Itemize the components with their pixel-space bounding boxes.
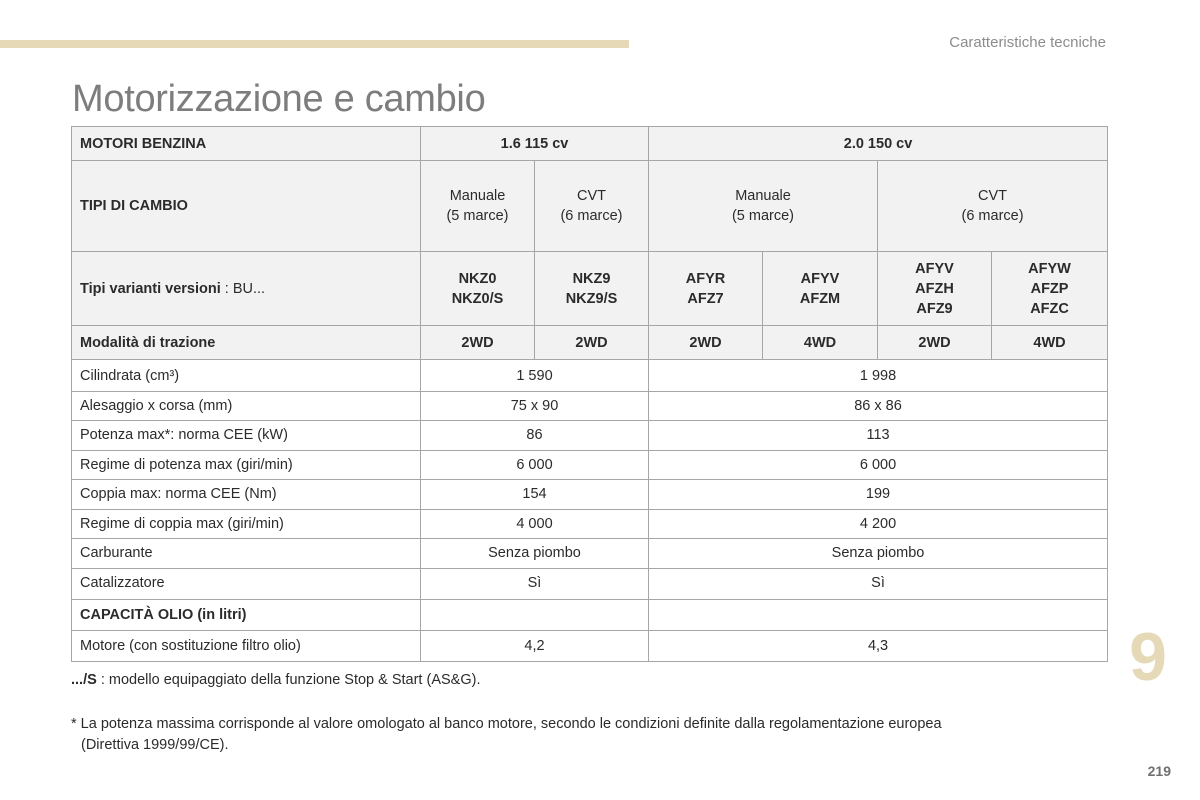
row-label: Regime di coppia max (giri/min)	[72, 509, 421, 539]
table-row	[72, 450, 1108, 480]
traction-cell: 4WD	[763, 326, 878, 360]
table-row	[72, 391, 1108, 421]
value-1-6: 154	[421, 480, 649, 510]
variant-cell: NKZ0 NKZ0/S	[421, 252, 535, 326]
value-2-0: Senza piombo	[649, 539, 1108, 569]
row-label: Catalizzatore	[72, 568, 421, 600]
value-1-6: Sì	[421, 568, 649, 600]
page-title: Motorizzazione e cambio	[72, 78, 486, 120]
row-label: Regime di potenza max (giri/min)	[72, 450, 421, 480]
table-row	[72, 631, 1108, 662]
row-label: Cilindrata (cm³)	[72, 360, 421, 392]
table-row	[72, 509, 1108, 539]
variants-row	[72, 252, 1108, 326]
variant-cell: AFYV AFZH AFZ9	[878, 252, 992, 326]
value-2-0: 1 998	[649, 360, 1108, 392]
variant-cell: NKZ9 NKZ9/S	[535, 252, 649, 326]
value-1-6: 86	[421, 421, 649, 451]
chapter-number: 9	[1129, 619, 1167, 695]
engine-1-6: 1.6 115 cv	[421, 127, 649, 161]
gearbox-cell: Manuale (5 marce)	[649, 161, 878, 252]
traction-row	[72, 326, 1108, 360]
section-name: Caratteristiche tecniche	[949, 34, 1106, 51]
power-footnote: * La potenza massima corrisponde al valore omologato al banco motore, secondo le condizioni definite dalla regolamentazione europea (Direttiva 1999/99/CE).	[71, 716, 942, 753]
row-label: Potenza max*: norma CEE (kW)	[72, 421, 421, 451]
traction-cell: 2WD	[535, 326, 649, 360]
row-label: Carburante	[72, 539, 421, 569]
value-2-0: 86 x 86	[649, 391, 1108, 421]
variant-cell: AFYR AFZ7	[649, 252, 763, 326]
oil-header-row	[72, 600, 1108, 631]
table-row	[72, 360, 1108, 392]
value-1-6: 75 x 90	[421, 391, 649, 421]
value-2-0: 6 000	[649, 450, 1108, 480]
gearbox-cell: CVT (6 marce)	[878, 161, 1108, 252]
value-2-0: Sì	[649, 568, 1108, 600]
variant-cell: AFYW AFZP AFZC	[992, 252, 1108, 326]
value-1-6: 1 590	[421, 360, 649, 392]
top-accent-bar	[0, 40, 629, 48]
page-number: 219	[1147, 763, 1171, 779]
value-1-6: Senza piombo	[421, 539, 649, 569]
table-row	[72, 539, 1108, 569]
value-2-0: 4 200	[649, 509, 1108, 539]
value-2-0: 4,3	[649, 631, 1108, 662]
variant-cell: AFYV AFZM	[763, 252, 878, 326]
traction-cell: 4WD	[992, 326, 1108, 360]
oil-label: CAPACITÀ OLIO (in litri)	[72, 600, 421, 631]
table-row	[72, 480, 1108, 510]
cambio-label: TIPI DI CAMBIO	[72, 161, 421, 252]
traction-cell: 2WD	[649, 326, 763, 360]
value-2-0: 113	[649, 421, 1108, 451]
value-1-6: 4 000	[421, 509, 649, 539]
engine-2-0: 2.0 150 cv	[649, 127, 1108, 161]
table-row	[72, 421, 1108, 451]
trazione-label: Modalità di trazione	[72, 326, 421, 360]
row-label: Coppia max: norma CEE (Nm)	[72, 480, 421, 510]
engine-spec-table	[71, 126, 1108, 662]
gearbox-cell: Manuale (5 marce)	[421, 161, 535, 252]
value-1-6: 6 000	[421, 450, 649, 480]
motori-label: MOTORI BENZINA	[72, 127, 421, 161]
traction-cell: 2WD	[421, 326, 535, 360]
stop-start-note: .../S : modello equipaggiato della funzione Stop & Start (AS&G).	[71, 672, 481, 688]
gearbox-row	[72, 161, 1108, 252]
traction-cell: 2WD	[878, 326, 992, 360]
value-2-0: 199	[649, 480, 1108, 510]
varianti-label: Tipi varianti versioni : BU...	[72, 252, 421, 326]
engines-row	[72, 127, 1108, 161]
value-1-6: 4,2	[421, 631, 649, 662]
table-row	[72, 568, 1108, 600]
row-label: Alesaggio x corsa (mm)	[72, 391, 421, 421]
gearbox-cell: CVT (6 marce)	[535, 161, 649, 252]
row-label: Motore (con sostituzione filtro olio)	[72, 631, 421, 662]
